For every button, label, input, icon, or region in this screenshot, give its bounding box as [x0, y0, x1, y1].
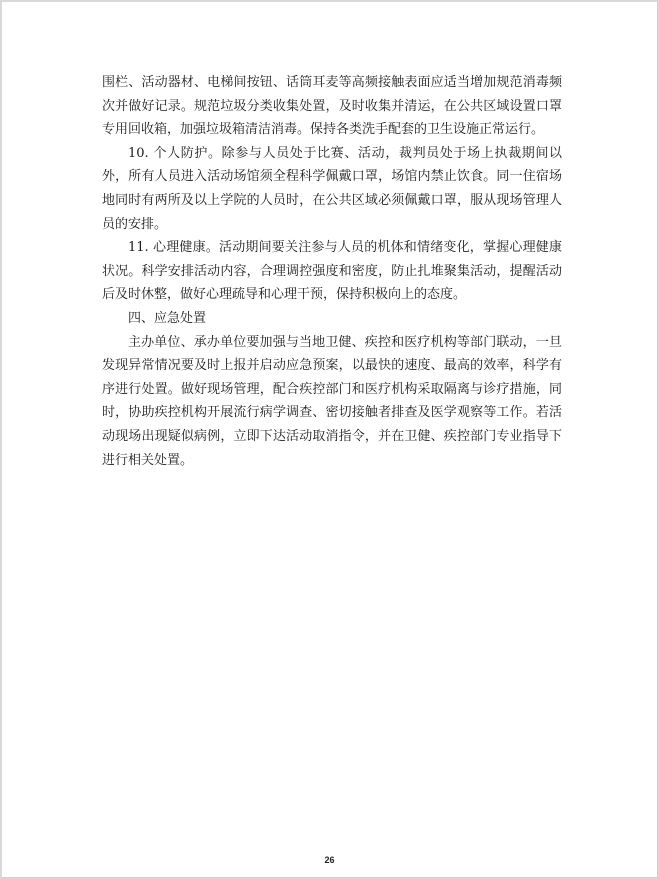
document-page: [2, 2, 658, 878]
paragraph-mental-health: 11. 心理健康。活动期间要关注参与人员的机体和情绪变化，掌握心理健康状况。科学安排活动内容，合理调控强度和密度，防止扎堆聚集活动，提醒活动后及时休整，做好心理疏导和心理干预，保持积极向上的态度。: [102, 240, 562, 303]
page-number: 26: [324, 855, 335, 865]
document-body: [102, 71, 562, 472]
paragraph-hygiene-continued: 围栏、活动器材、电梯间按钮、话筒耳麦等高频接触表面应适当增加规范消毒频次并做好记录。规范垃圾分类收集处置，及时收集并清运，在公共区域设置口罩专用回收箱，加强垃圾箱清洁消毒。保持各类洗手配套的卫生设施正常运行。: [102, 75, 562, 138]
paragraph-emergency-handling: 主办单位、承办单位要加强与当地卫健、疾控和医疗机构等部门联动，一旦发现异常情况要及时上报并启动应急预案，以最快的速度、最高的效率，科学有序进行处置。做好现场管理，配合疾控部门和医疗机构采取隔离与诊疗措施，同时，协助疾控机构开展流行病学调查、密切接触者排查及医学观察等工作。若活动现场出现疑似病例，立即下达活动取消指令，并在卫健、疾控部门专业指导下进行相关处置。: [102, 334, 562, 468]
paragraph-personal-protection: 10. 个人防护。除参与人员处于比赛、活动，裁判员处于场上执裁期间以外，所有人员进入活动场馆须全程科学佩戴口罩，场馆内禁止饮食。同一住宿场地同时有两所及以上学院的人员时，在公共区域必须佩戴口罩，服从现场管理人员的安排。: [102, 145, 562, 232]
section-heading-emergency: 四、应急处置: [128, 310, 207, 326]
